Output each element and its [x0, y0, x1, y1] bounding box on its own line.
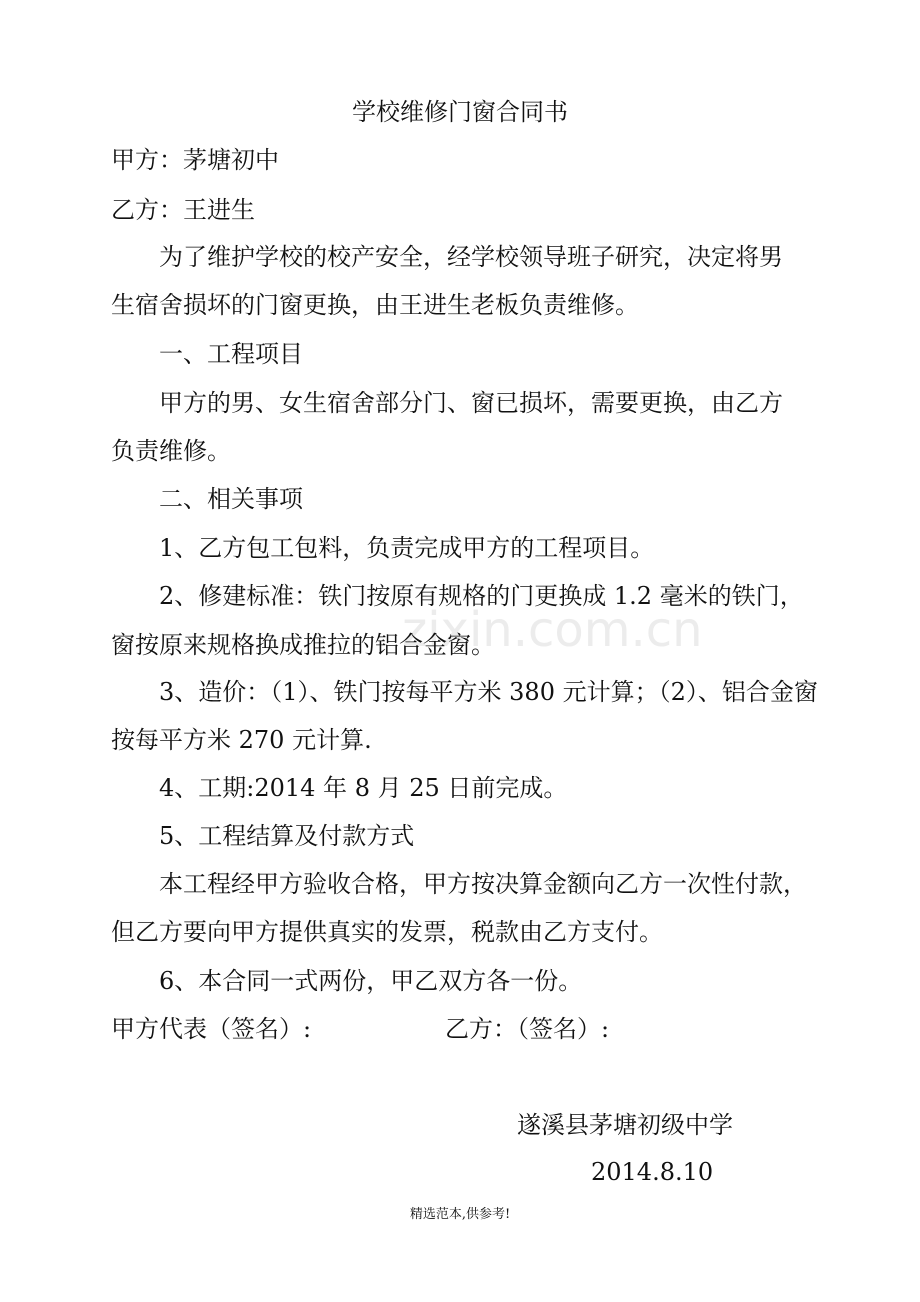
- item-2-line-2: 窗按原来规格换成推拉的铝合金窗。: [111, 631, 495, 659]
- party-a-line: 甲方：茅塘初中: [111, 146, 279, 174]
- item-3-line-2: 按每平方米 270 元计算.: [111, 726, 372, 754]
- section2-heading: 二、相关事项: [159, 485, 303, 513]
- item-4: 4、工期:2014 年 8 月 25 日前完成。: [159, 774, 568, 802]
- party-b-line: 乙方：王进生: [111, 196, 255, 224]
- organization-name: 遂溪县茅塘初级中学: [517, 1111, 733, 1139]
- intro-line-1: 为了维护学校的校产安全，经学校领导班子研究，决定将男: [159, 243, 783, 271]
- item-2-line-1: 2、修建标准：铁门按原有规格的门更换成 1.2 毫米的铁门，: [159, 582, 804, 610]
- item-5-heading: 5、工程结算及付款方式: [159, 822, 415, 850]
- item-6: 6、本合同一式两份，甲乙双方各一份。: [159, 967, 583, 995]
- section1-body-line-1: 甲方的男、女生宿舍部分门、窗已损坏，需要更换，由乙方: [159, 389, 783, 417]
- item-5-body-line-2: 但乙方要向甲方提供真实的发票，税款由乙方支付。: [111, 918, 663, 946]
- section1-heading: 一、工程项目: [159, 340, 303, 368]
- item-5-body-line-1: 本工程经甲方验收合格，甲方按决算金额向乙方一次性付款，: [159, 870, 807, 898]
- item-1: 1、乙方包工包料，负责完成甲方的工程项目。: [159, 534, 655, 562]
- document-date: 2014.8.10: [591, 1158, 714, 1186]
- watermark: zixin.com.cn: [402, 602, 703, 658]
- intro-line-2: 生宿舍损坏的门窗更换，由王进生老板负责维修。: [111, 291, 639, 319]
- item-3-line-1: 3、造价：（1）、铁门按每平方米 380 元计算；（2）、铝合金窗: [159, 678, 818, 706]
- section1-body-line-2: 负责维修。: [111, 437, 231, 465]
- signature-party-b: 乙方：（签名）:: [445, 1015, 610, 1043]
- signature-party-a: 甲方代表（签名）:: [111, 1015, 312, 1043]
- page-footer: 精选范本,供参考!: [409, 1207, 511, 1222]
- document-title: 学校维修门窗合同书: [352, 98, 568, 126]
